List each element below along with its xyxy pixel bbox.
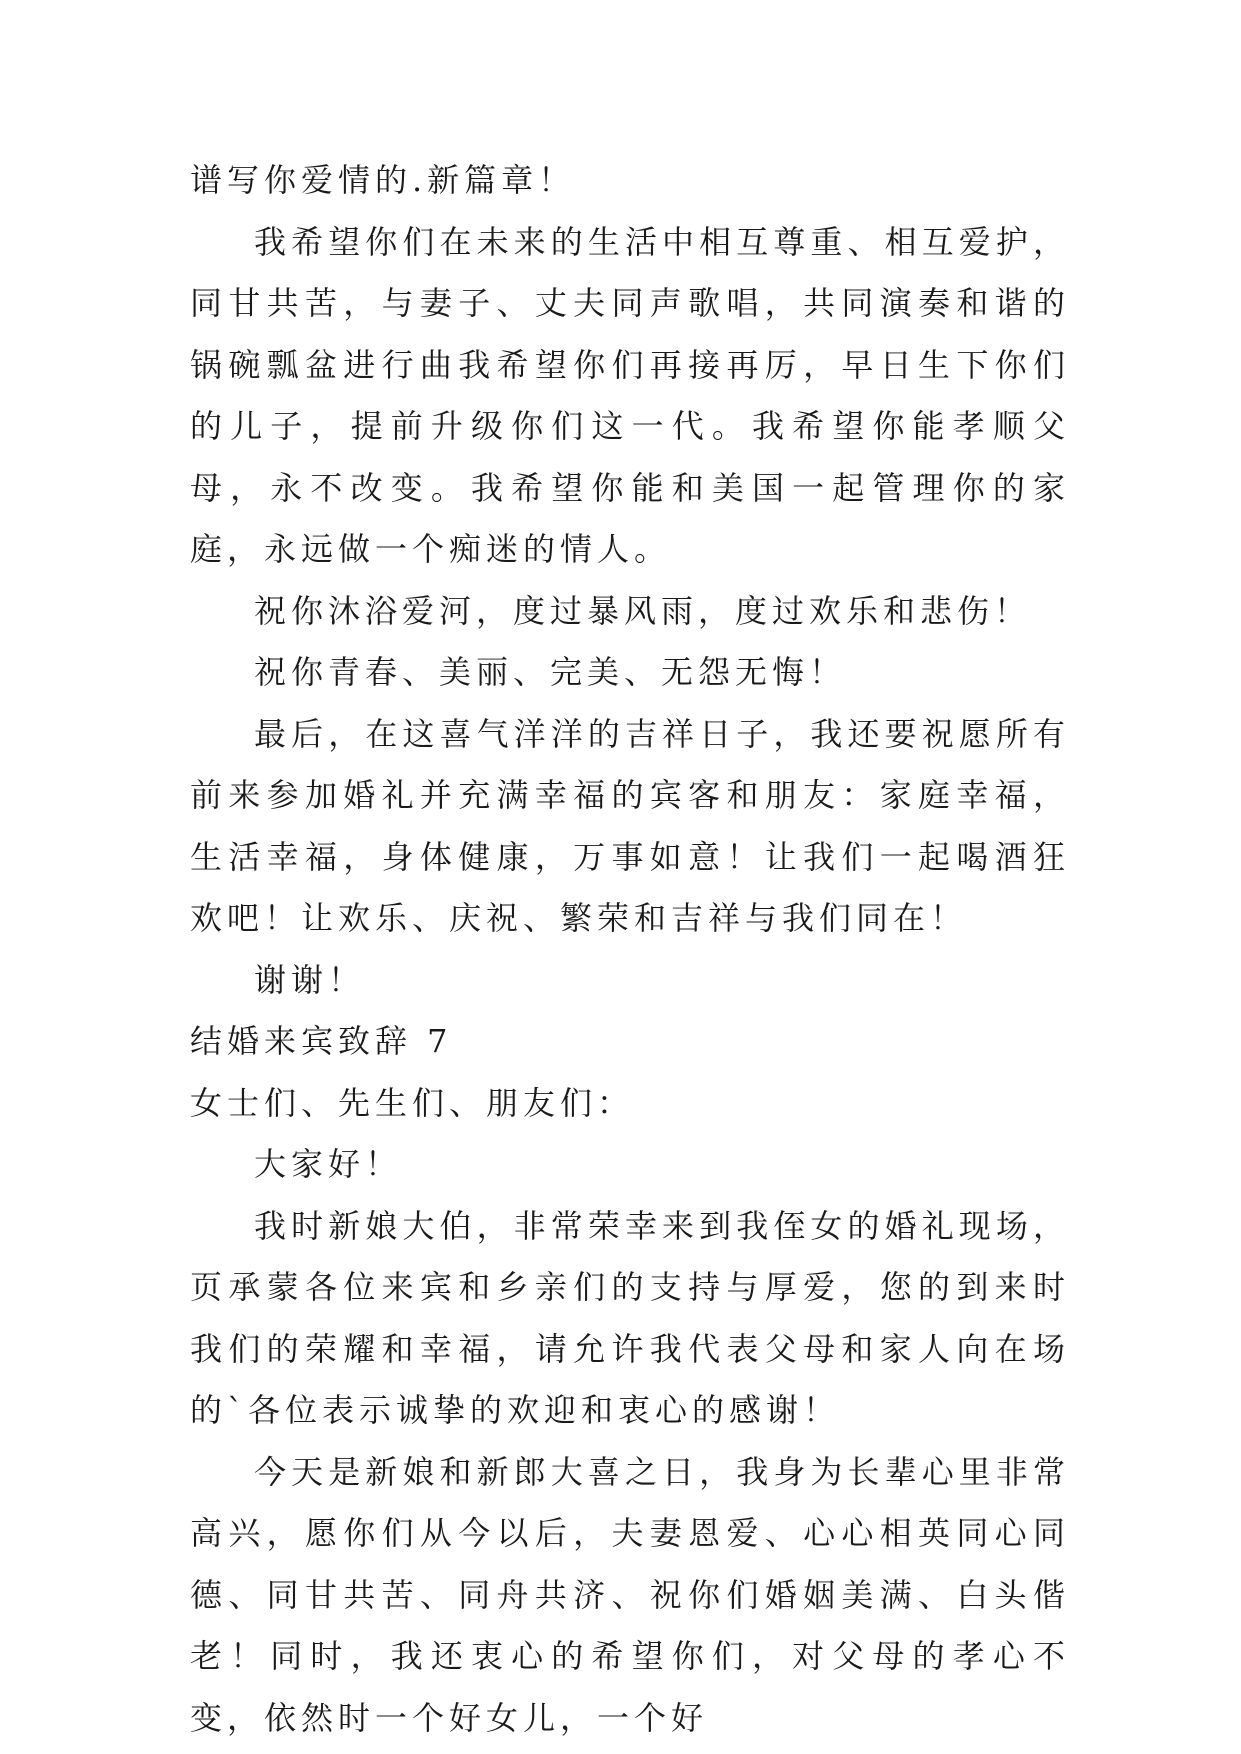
paragraph-introduction: 我时新娘大伯，非常荣幸来到我侄女的婚礼现场，页承蒙各位来宾和乡亲们的支持与厚爱，您的到来时我们的荣耀和幸福，请允许我代表父母和家人向在场的`各位表示诚挚的欢迎和衷心的感谢！ <box>190 1206 1070 1429</box>
paragraph-wedding-wishes: 今天是新娘和新郎大喜之日，我身为长辈心里非常高兴，愿你们从今以后，夫妻恩爱、心心相英同心同德、同甘共苦、同舟共济、祝你们婚姻美满、白头偕老！同时，我还衷心的希望你们，对父母的孝心不变，依然时一个好女儿，一个好 <box>190 1452 1070 1737</box>
paragraph-continuation: 谱写你爱情的.新篇章！ <box>190 161 576 199</box>
salutation: 女士们、先生们、朋友们： <box>190 1083 635 1122</box>
paragraph-wishes: 我希望你们在未来的生活中相互尊重、相互爱护，同甘共苦，与妻子、丈夫同声歌唱，共同演奏和谐的锅碗瓢盆进行曲我希望你们再接再厉，早日生下你们的儿子，提前升级你们这一代。我希望你能孝顺父母，永不改变。我希望你能和美国一起管理你的家庭，永远做一个痴迷的情人。 <box>190 222 1070 568</box>
paragraph-blessing-1: 祝你沐浴爱河，度过暴风雨，度过欢乐和悲伤！ <box>254 591 1032 630</box>
paragraph-thanks: 谢谢！ <box>254 960 366 999</box>
section-heading: 结婚来宾致辞 7 <box>190 1022 453 1060</box>
greeting: 大家好！ <box>254 1145 403 1183</box>
paragraph-closing: 最后，在这喜气洋洋的吉祥日子，我还要祝愿所有前来参加婚礼并充满幸福的宾客和朋友：家庭幸福，生活幸福，身体健康，万事如意！让我们一起喝酒狂欢吧！让欢乐、庆祝、繁荣和吉祥与我们同在！ <box>190 714 1070 937</box>
paragraph-blessing-2: 祝你青春、美丽、完美、无怨无悔！ <box>254 653 847 691</box>
body-text <box>190 150 1070 1749</box>
